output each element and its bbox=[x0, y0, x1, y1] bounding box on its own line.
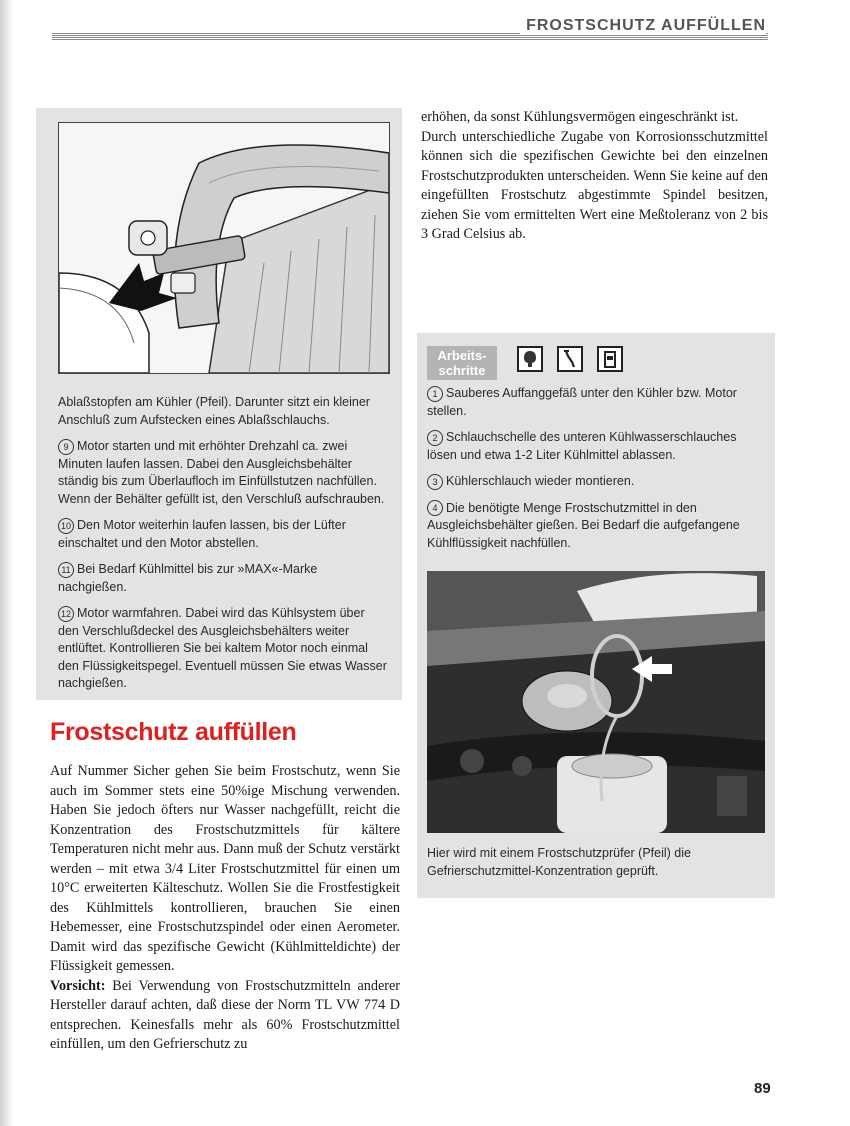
step-number: 4 bbox=[427, 500, 443, 516]
step-number: 12 bbox=[58, 606, 74, 622]
engine-bay-illustration bbox=[427, 571, 765, 833]
badge-line: schritte bbox=[438, 363, 486, 378]
body-paragraph: erhöhen, da sonst Kühlungsvermögen eingeschränkt ist. bbox=[421, 109, 739, 125]
radiator-drain-figure bbox=[58, 122, 390, 374]
running-header: FROSTSCHUTZ AUFFÜLLEN bbox=[520, 17, 766, 35]
step-item bbox=[427, 385, 767, 420]
step-text: Motor starten und mit erhöhter Drehzahl ca. zwei Minuten laufen lassen. Dabei den Ausgleichsbehälter ständig bis zum Überlaufloch im Einfüllstutzen nachfüllen. Wenn der Behälter gefüllt ist, den Verschluß aufschrauben. bbox=[58, 439, 385, 506]
step-number: 1 bbox=[427, 386, 443, 402]
step-number: 10 bbox=[58, 518, 74, 534]
step-item bbox=[58, 605, 388, 693]
section-heading: Frostschutz auffüllen bbox=[50, 718, 297, 746]
page-number: 89 bbox=[754, 1080, 771, 1097]
step-text: Bei Bedarf Kühlmittel bis zur »MAX«-Marke nachgießen. bbox=[58, 562, 318, 594]
step-number: 2 bbox=[427, 430, 443, 446]
difficulty-icon bbox=[517, 346, 543, 372]
warning-text: Bei Verwendung von Frostschutzmitteln anderer Hersteller darauf achten, daß diese der Norm TL VW 774 D entsprechen. Keinesfalls mehr als 60% Frostschutzmittel einfüllen, um den Gefrierschutz zu bbox=[50, 977, 400, 1052]
work-steps-list bbox=[427, 385, 767, 561]
step-item bbox=[427, 473, 767, 491]
step-text: Schlauchschelle des unteren Kühlwasserschlauches lösen und etwa 1-2 Liter Kühlmittel ablassen. bbox=[427, 430, 737, 462]
wrench-icon bbox=[557, 346, 583, 372]
step-item bbox=[58, 517, 388, 552]
photo-caption bbox=[427, 845, 767, 889]
step-item bbox=[58, 561, 388, 596]
step-number: 3 bbox=[427, 474, 443, 490]
figure-caption: Ablaßstopfen am Kühler (Pfeil). Darunter sitzt ein kleiner Anschluß zum Aufstecken eines Ablaßschlauchs. bbox=[58, 395, 370, 427]
figure-caption: Hier wird mit einem Frostschutzprüfer (Pfeil) die Gefrierschutzmittel-Konzentration geprüft. bbox=[427, 846, 691, 878]
step-text: Sauberes Auffanggefäß unter den Kühler bzw. Motor stellen. bbox=[427, 386, 737, 418]
body-text-left bbox=[50, 762, 400, 1055]
step-number: 11 bbox=[58, 562, 74, 578]
work-steps-box bbox=[417, 333, 775, 898]
antifreeze-tester-photo bbox=[427, 571, 765, 833]
warning-label: Vorsicht: bbox=[50, 977, 106, 994]
step-text: Den Motor weiterhin laufen lassen, bis der Lüfter einschaltet und den Motor abstellen. bbox=[58, 518, 346, 550]
step-item bbox=[58, 438, 388, 508]
warning-paragraph bbox=[50, 977, 400, 1055]
step-text: Kühlerschlauch wieder montieren. bbox=[446, 474, 635, 488]
work-steps-badge bbox=[427, 346, 497, 380]
badge-line: Arbeits- bbox=[437, 348, 487, 363]
canister-icon bbox=[597, 346, 623, 372]
body-text-right bbox=[421, 108, 768, 245]
step-text: Die benötigte Menge Frostschutzmittel in den Ausgleichsbehälter gießen. Bei Bedarf die aufgefangene Kühlflüssigkeit nachfüllen. bbox=[427, 500, 740, 550]
radiator-drain-illustration bbox=[59, 123, 389, 373]
page-edge-shadow bbox=[0, 0, 14, 1126]
left-info-box bbox=[36, 108, 402, 700]
body-paragraph: Durch unterschiedliche Zugabe von Korrosionsschutzmittel können sich die spezifischen Gewichte bei den einzelnen Frostschutzprodukten unterscheiden. Wenn Sie keine auf den eingefüllten Frostschutz abgestimmte Spindel besitzen, ziehen Sie vom ermittelten Wert eine Meßtoleranz von 2 bis 3 Grad Celsius ab. bbox=[421, 128, 768, 242]
body-paragraph: Auf Nummer Sicher gehen Sie beim Frostschutz, wenn Sie auch im Sommer stets eine 50%ige Mischung verwenden. Haben Sie jedoch öfters nur Wasser nachgefüllt, reicht die Konzentration des Frostschutzmittels für kältere Temperaturen nicht mehr aus. Dann muß der Schutz verstärkt werden – mit etwa 3/4 Liter Frostschutzmittel für einen um 10°C erweiterten Kälteschutz. Wollen Sie die Frostfestigkeit des Kühlmittels kontrollieren, brauchen Sie einen Hebemesser, eine Frostschutzspindel oder einen Aerometer. Damit wird das spezifische Gewicht (Kühlmitteldichte) der Flüssigkeit gemessen. bbox=[50, 763, 400, 974]
step-number: 9 bbox=[58, 439, 74, 455]
step-item bbox=[427, 500, 767, 553]
step-item bbox=[427, 429, 767, 464]
left-box-captions bbox=[58, 394, 388, 702]
step-text: Motor warmfahren. Dabei wird das Kühlsystem über den Verschlußdeckel des Ausgleichsbehälters weiter entlüftet. Kontrollieren Sie bei kaltem Motor noch einmal den Flüssigkeitspegel. Eventuell müssen Sie etwas Wasser nachgießen. bbox=[58, 606, 387, 690]
